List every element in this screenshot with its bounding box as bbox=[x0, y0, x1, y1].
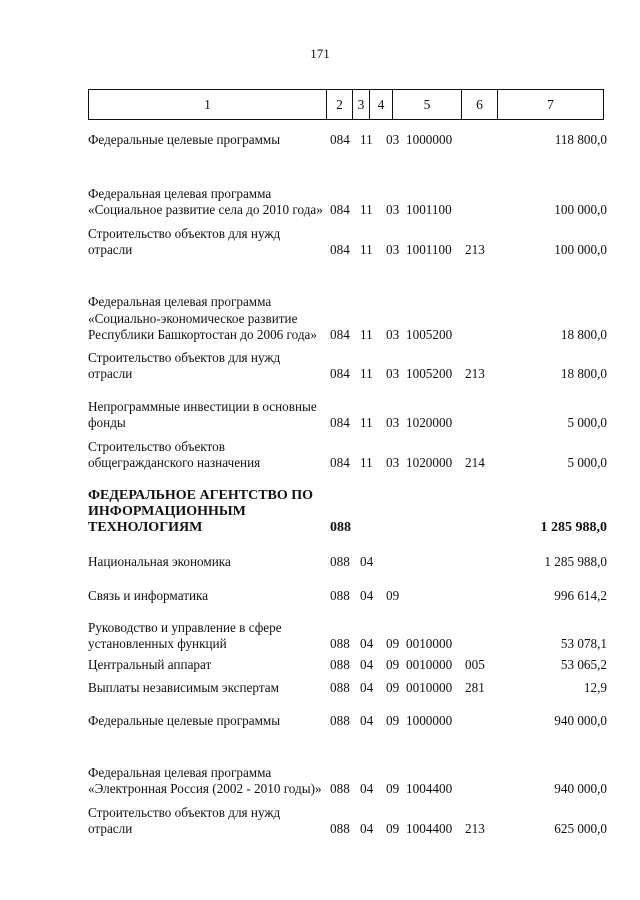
code-ministry: 084 bbox=[330, 454, 350, 470]
code-ministry: 084 bbox=[330, 414, 350, 430]
code-subsection: 09 bbox=[386, 820, 400, 836]
row-name: Федеральная целевая программа «Социальное развитие села до 2010 года» bbox=[88, 185, 323, 217]
table-row bbox=[0, 347, 640, 382]
code-subsection: 09 bbox=[386, 780, 400, 796]
row-name: Руководство и управление в сфере установленных функций bbox=[88, 619, 282, 651]
table-header bbox=[88, 89, 604, 120]
row-name: Федеральная целевая программа «Электронная Россия (2002 - 2010 годы)» bbox=[88, 764, 322, 796]
header-col-6: 6 bbox=[476, 97, 483, 112]
table-row bbox=[0, 164, 640, 218]
code-section: 11 bbox=[360, 365, 373, 381]
code-subsection: 03 bbox=[386, 365, 400, 381]
row-amount: 996 614,2 bbox=[554, 587, 607, 603]
header-col-1: 1 bbox=[204, 97, 211, 112]
code-section: 04 bbox=[360, 679, 374, 695]
row-name: Федеральные целевые программы bbox=[88, 712, 281, 728]
code-subsection: 03 bbox=[386, 241, 400, 257]
table-row bbox=[0, 396, 640, 431]
code-target-article: 1005200 bbox=[406, 365, 453, 381]
code-target-article: 1004400 bbox=[406, 820, 453, 836]
code-subsection: 03 bbox=[386, 131, 400, 147]
code-ministry: 084 bbox=[330, 131, 350, 147]
table-row bbox=[0, 486, 640, 536]
row-amount: 1 285 988,0 bbox=[540, 519, 607, 535]
code-ministry: 088 bbox=[330, 553, 350, 569]
row-name: Связь и информатика bbox=[88, 587, 209, 603]
code-subsection: 09 bbox=[386, 587, 400, 603]
code-expense-type: 281 bbox=[465, 679, 485, 695]
code-target-article: 0010000 bbox=[406, 656, 453, 672]
code-expense-type: 213 bbox=[465, 241, 485, 257]
code-section: 04 bbox=[360, 780, 374, 796]
code-section: 11 bbox=[360, 454, 373, 470]
row-name: Строительство объектов для нужд отрасли bbox=[88, 349, 281, 381]
code-ministry: 088 bbox=[330, 635, 350, 651]
row-amount: 940 000,0 bbox=[554, 780, 607, 796]
code-section: 11 bbox=[360, 201, 373, 217]
row-name: Выплаты независимым экспертам bbox=[88, 679, 279, 695]
code-target-article: 1020000 bbox=[406, 454, 453, 470]
agency-heading: ФЕДЕРАЛЬНОЕ АГЕНТСТВО ПО ИНФОРМАЦИОННЫМ ТЕХНОЛОГИЯМ bbox=[88, 488, 314, 535]
row-name: Строительство объектов для нужд отрасли bbox=[88, 804, 281, 836]
code-target-article: 1005200 bbox=[406, 326, 453, 342]
code-section: 11 bbox=[360, 326, 373, 342]
code-section: 04 bbox=[360, 820, 374, 836]
table-row bbox=[0, 274, 640, 343]
code-ministry: 088 bbox=[330, 679, 350, 695]
row-amount: 1 285 988,0 bbox=[544, 553, 607, 569]
code-ministry: 088 bbox=[330, 519, 351, 535]
row-name: Центральный аппарат bbox=[88, 656, 212, 672]
row-name: Федеральные целевые программы bbox=[88, 131, 281, 147]
page-number: 171 bbox=[310, 46, 330, 61]
code-section: 04 bbox=[360, 656, 374, 672]
row-amount: 100 000,0 bbox=[554, 241, 607, 257]
code-ministry: 084 bbox=[330, 365, 350, 381]
code-target-article: 0010000 bbox=[406, 679, 453, 695]
code-ministry: 084 bbox=[330, 201, 350, 217]
code-subsection: 09 bbox=[386, 635, 400, 651]
code-target-article: 1000000 bbox=[406, 712, 453, 728]
code-target-article: 1001100 bbox=[406, 201, 452, 217]
row-amount: 100 000,0 bbox=[554, 201, 607, 217]
code-subsection: 09 bbox=[386, 679, 400, 695]
code-subsection: 03 bbox=[386, 201, 400, 217]
row-amount: 625 000,0 bbox=[554, 820, 607, 836]
code-target-article: 0010000 bbox=[406, 635, 453, 651]
row-amount: 5 000,0 bbox=[567, 454, 607, 470]
code-subsection: 03 bbox=[386, 326, 400, 342]
row-amount: 5 000,0 bbox=[567, 414, 607, 430]
code-ministry: 088 bbox=[330, 587, 350, 603]
header-col-3: 3 bbox=[357, 97, 365, 112]
row-amount: 118 800,0 bbox=[554, 131, 607, 147]
row-name: Непрограммные инвестиции в основные фонды bbox=[88, 398, 317, 430]
code-section: 11 bbox=[360, 131, 373, 147]
row-name: Национальная экономика bbox=[88, 553, 231, 569]
table-row bbox=[0, 553, 640, 570]
row-amount: 940 000,0 bbox=[554, 712, 607, 728]
code-target-article: 1004400 bbox=[406, 780, 453, 796]
table-row bbox=[0, 802, 640, 837]
row-name: Строительство объектов общегражданского назначения bbox=[88, 438, 261, 470]
code-section: 04 bbox=[360, 553, 374, 569]
row-amount: 18 800,0 bbox=[560, 365, 607, 381]
header-col-5: 5 bbox=[423, 97, 431, 112]
code-subsection: 09 bbox=[386, 712, 400, 728]
row-name: Федеральная целевая программа «Социально-экономическое развитие Республики Башкортостан до 2006 года» bbox=[88, 294, 318, 342]
table-row bbox=[0, 712, 640, 729]
code-ministry: 084 bbox=[330, 326, 350, 342]
row-name: Строительство объектов для нужд отрасли bbox=[88, 225, 281, 257]
header-col-2: 2 bbox=[336, 97, 343, 112]
code-section: 04 bbox=[360, 635, 374, 651]
row-amount: 53 078,1 bbox=[560, 635, 607, 651]
code-subsection: 03 bbox=[386, 414, 400, 430]
code-ministry: 088 bbox=[330, 780, 350, 796]
code-section: 04 bbox=[360, 712, 374, 728]
code-ministry: 088 bbox=[330, 820, 350, 836]
code-ministry: 084 bbox=[330, 241, 350, 257]
table-row bbox=[0, 618, 640, 652]
code-section: 04 bbox=[360, 587, 374, 603]
table-row bbox=[0, 436, 640, 471]
header-col-7: 7 bbox=[547, 97, 554, 112]
code-target-article: 1000000 bbox=[406, 131, 453, 147]
row-amount: 12,9 bbox=[583, 679, 607, 695]
table-row bbox=[0, 131, 640, 148]
code-section: 11 bbox=[360, 241, 373, 257]
code-target-article: 1001100 bbox=[406, 241, 452, 257]
table-row bbox=[0, 679, 640, 696]
table-row bbox=[0, 743, 640, 797]
table-row bbox=[0, 223, 640, 258]
code-ministry: 088 bbox=[330, 656, 350, 672]
code-section: 11 bbox=[360, 414, 373, 430]
code-subsection: 09 bbox=[386, 656, 400, 672]
code-expense-type: 213 bbox=[465, 820, 485, 836]
table-row bbox=[0, 587, 640, 604]
row-amount: 53 065,2 bbox=[560, 656, 607, 672]
code-expense-type: 214 bbox=[465, 454, 485, 470]
code-subsection: 03 bbox=[386, 454, 400, 470]
code-ministry: 088 bbox=[330, 712, 350, 728]
header-col-4: 4 bbox=[377, 97, 385, 112]
code-expense-type: 213 bbox=[465, 365, 485, 381]
table-row bbox=[0, 656, 640, 673]
code-expense-type: 005 bbox=[465, 656, 485, 672]
row-amount: 18 800,0 bbox=[560, 326, 607, 342]
code-target-article: 1020000 bbox=[406, 414, 453, 430]
